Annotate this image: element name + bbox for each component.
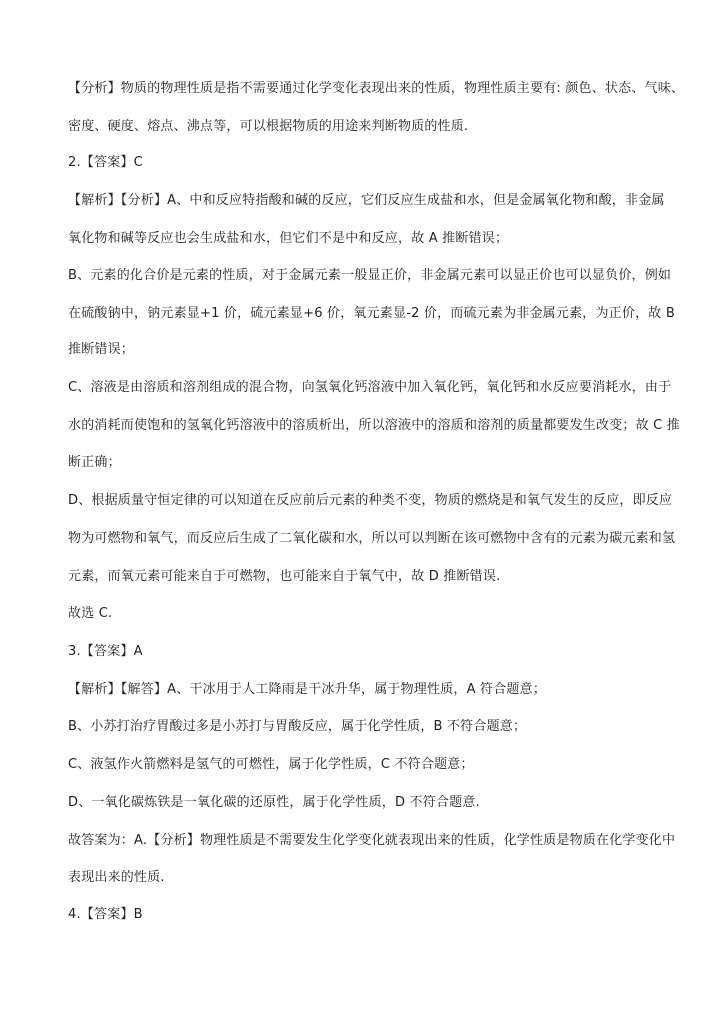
text-line: 物为可燃物和氧气，而反应后生成了二氧化碳和水，所以可以判断在该可燃物中含有的元素为碳元素和氢 bbox=[68, 531, 676, 546]
text-line: 【解析】【分析】A、中和反应特指酸和碱的反应，它们反应生成盐和水，但是金属氧化物和酸，非金属 bbox=[68, 193, 665, 208]
text-line: 故答案为：A.【分析】物理性质是不需要发生化学变化就表现出来的性质，化学性质是物质在化学变化中 bbox=[68, 833, 676, 848]
text-line: C、溶液是由溶质和溶剂组成的混合物，向氢氧化钙溶液中加入氧化钙，氧化钙和水反应要消耗水，由于 bbox=[68, 380, 672, 395]
text-line: 元素，而氧元素可能来自于可燃物，也可能来自于氧气中，故 D 推断错误. bbox=[68, 569, 501, 584]
text-line: D、一氧化碳炼铁是一氧化碳的还原性，属于化学性质，D 不符合题意. bbox=[68, 795, 480, 810]
answer-heading-3: 3.【答案】A bbox=[68, 644, 143, 659]
text-line: 表现出来的性质. bbox=[68, 870, 165, 885]
text-line: B、小苏打治疗胃酸过多是小苏打与胃酸反应，属于化学性质，B 不符合题意； bbox=[68, 719, 527, 734]
text-line: 密度、硬度、熔点、沸点等，可以根据物质的用途来判断物质的性质. bbox=[68, 119, 469, 134]
text-line: 推断错误； bbox=[68, 342, 135, 357]
text-line: C、液氢作火箭燃料是氢气的可燃性，属于化学性质，C 不符合题意； bbox=[68, 757, 474, 772]
text-line: 【解析】【解答】A、干冰用于人工降雨是干冰升华，属于物理性质，A 符合题意； bbox=[68, 682, 547, 697]
answer-heading-4: 4.【答案】B bbox=[68, 907, 143, 922]
text-line: 氧化物和碱等反应也会生成盐和水，但它们不是中和反应，故 A 推断错误； bbox=[68, 231, 509, 246]
text-line: 水的消耗而使饱和的氢氧化钙溶液中的溶质析出，所以溶液中的溶质和溶剂的质量都要发生改变；故 C 推 bbox=[68, 418, 680, 433]
text-line: 故选 C. bbox=[68, 606, 113, 621]
answer-heading-2: 2.【答案】C bbox=[68, 155, 143, 170]
text-line: 断正确； bbox=[68, 455, 121, 470]
text-line: 在硫酸钠中，钠元素显+1 价，硫元素显+6 价，氧元素显-2 价，而硫元素为非金属元素，为正价，故 B bbox=[68, 306, 675, 321]
text-line: B、元素的化合价是元素的性质，对于金属元素一般显正价，非金属元素可以显正价也可以显负价，例如 bbox=[68, 268, 672, 283]
text-line: 【分析】物质的物理性质是指不需要通过化学变化表现出来的性质，物理性质主要有: 颜色、状态、气味、 bbox=[68, 81, 685, 96]
text-line: D、根据质量守恒定律的可以知道在反应前后元素的种类不变，物质的燃烧是和氧气发生的反应，即反应 bbox=[68, 493, 673, 508]
